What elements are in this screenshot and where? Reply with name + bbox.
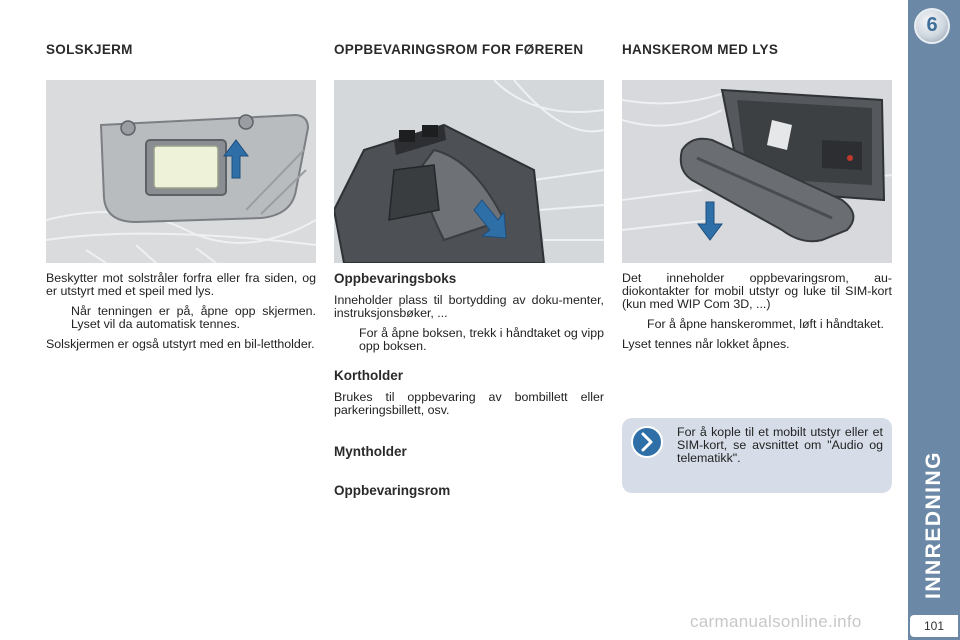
glovebox-bullet-1 [622,318,892,331]
info-callout-text: For å kople til et mobilt utstyr eller et SIM-kort, se avsnittet om "Audio og telematikk". [677,425,883,465]
chevron-right-icon [631,426,663,458]
driver-storage-text [334,272,604,506]
glovebox-bullet-1-text: For å åpne hanskerommet, løft i håndtaket. [647,317,884,331]
watermark: carmanualsonline.info [690,612,862,631]
glovebox-section [622,42,894,57]
glovebox-text [622,272,892,358]
sun-visor-text [46,272,316,358]
storage-box-subheading: Oppbevaringsboks [334,271,457,286]
chapter-title: INNREDNING [922,450,945,600]
sun-visor-section [46,42,318,57]
storage-box-para: Inneholder plass til bortydding av doku-menter, instruksjonsbøker, ... [334,293,604,320]
sun-visor-para-1: Beskytter mot solstråler forfra eller fra siden, og er utstyrt med et speil med lys. [46,271,316,298]
driver-storage-heading: OPPBEVARINGSROM FOR FØREREN [334,42,584,57]
driver-storage-section [334,42,606,57]
page-number: 101 [910,615,958,637]
glovebox-para-1: Det inneholder oppbevaringsrom, au-diokontakter for mobil utstyr og luke til SIM-kort (kun med WIP Com 3D, ...) [622,271,892,311]
card-holder-para: Brukes til oppbevaring av bombillett eller parkeringsbillett, osv. [334,390,604,417]
driver-storage-illustration [334,80,604,263]
sun-visor-bullet-1 [46,305,316,331]
sun-visor-illustration [46,80,316,263]
info-callout [622,418,892,493]
glovebox-heading: HANSKEROM MED LYS [622,42,779,57]
storage-compartment-subheading: Oppbevaringsrom [334,483,451,498]
storage-box-bullet-1-text: For å åpne boksen, trekk i håndtaket og vipp opp boksen. [359,326,604,353]
sun-visor-bullet-1-text: Når tenningen er på, åpne opp skjermen. Lyset vil da automatisk tennes. [71,304,316,331]
chapter-number-badge: 6 [914,8,950,44]
glovebox-para-2: Lyset tennes når lokket åpnes. [622,337,790,351]
sun-visor-heading: SOLSKJERM [46,42,133,57]
coin-holder-subheading: Myntholder [334,444,407,459]
card-holder-subheading: Kortholder [334,368,403,383]
sun-visor-para-2: Solskjermen er også utstyrt med en bil-lettholder. [46,337,315,351]
glovebox-illustration [622,80,892,263]
storage-box-bullet-1 [334,327,604,353]
